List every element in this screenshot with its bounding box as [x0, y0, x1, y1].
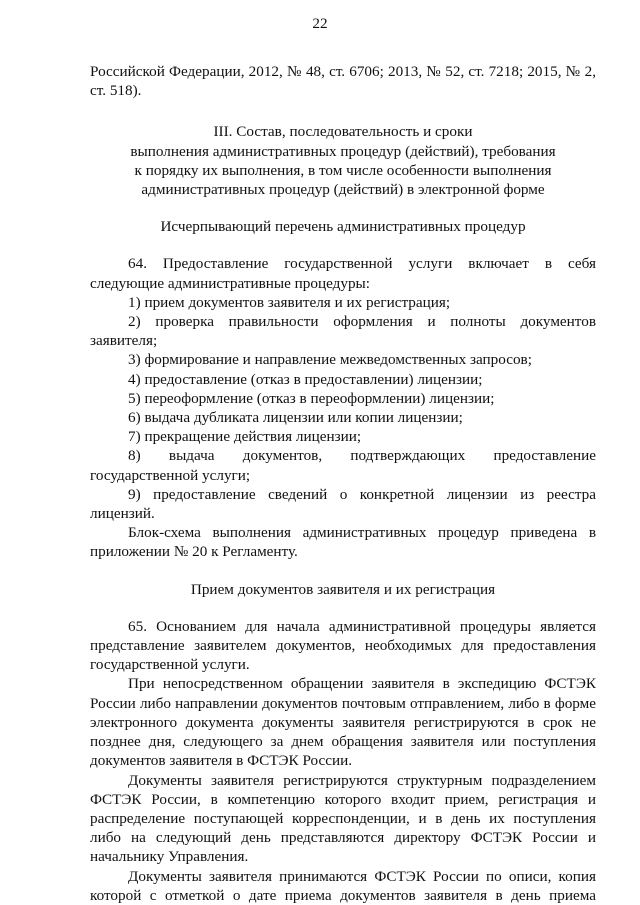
paragraph-direct-appeal: При непосредственном обращении заявителя в экспедицию ФСТЭК России либо направлении документов почтовым отправлением, либо в форме электронного документа документы заявителя регистрируются в срок не позднее дня, следующего за днем обращения заявителя или поступления документов заявителя в ФСТЭК России.: [90, 675, 596, 770]
list-item: 8) выдача документов, подтверждающих предоставление государственной услуги;: [90, 447, 596, 484]
paragraph-65: 65. Основанием для начала административной процедуры является представление заявителем документов, необходимых для предоставления государственной услуги.: [90, 617, 596, 674]
list-item: 7) прекращение действия лицензии;: [128, 428, 362, 446]
subheading-reception: Прием документов заявителя и их регистрация: [190, 580, 496, 598]
paragraph-acceptance-line-2: которой с отметкой о дате приема документов заявителя в день приема: [90, 886, 596, 904]
list-item: 5) переоформление (отказ в переоформлении) лицензии;: [128, 389, 495, 407]
procedures-list: [90, 293, 596, 523]
list-item: 4) предоставление (отказ в предоставлении) лицензии;: [128, 370, 483, 388]
intro-line-2: ст. 518).: [90, 82, 142, 100]
paragraph-block-scheme: Блок-схема выполнения административных процедур приведена в приложении № 20 к Регламенту.: [90, 524, 596, 561]
document-body: [90, 62, 596, 905]
section-title-line: к порядку их выполнения, в том числе особенности выполнения: [134, 161, 552, 179]
list-item: 6) выдача дубликата лицензии или копии лицензии;: [128, 409, 463, 427]
page-number: 22: [312, 15, 328, 32]
list-item: 3) формирование и направление межведомственных запросов;: [128, 351, 532, 369]
list-item: 2) проверка правильности оформления и полноты документов заявителя;: [90, 313, 596, 350]
section-title-line: III. Состав, последовательность и сроки: [213, 123, 473, 141]
list-item: 1) прием документов заявителя и их регистрация;: [128, 293, 451, 311]
subheading-procedures-list: Исчерпывающий перечень административных процедур: [160, 218, 526, 236]
paragraph-registration: Документы заявителя регистрируются структурным подразделением ФСТЭК России, в компетенцию которого входит прием, регистрация и распределение поступающей корреспонденции, и в день их поступления либо на следующий день представляются директору ФСТЭК России и начальнику Управления.: [90, 771, 596, 866]
section-title-line: административных процедур (действий) в электронной форме: [141, 181, 545, 199]
section-title: [90, 122, 596, 199]
paragraph-64: 64. Предоставление государственной услуги включает в себя следующие административные процедуры:: [90, 255, 596, 292]
list-item: 9) предоставление сведений о конкретной лицензии из реестра лицензий.: [90, 485, 596, 523]
intro-line-1: Российской Федерации, 2012, № 48, ст. 6706; 2013, № 52, ст. 7218; 2015, № 2,: [90, 63, 596, 80]
section-title-line: выполнения административных процедур (действий), требования: [130, 142, 556, 160]
paragraph-acceptance-line-1: Документы заявителя принимаются ФСТЭК России по описи, копия: [128, 867, 596, 885]
